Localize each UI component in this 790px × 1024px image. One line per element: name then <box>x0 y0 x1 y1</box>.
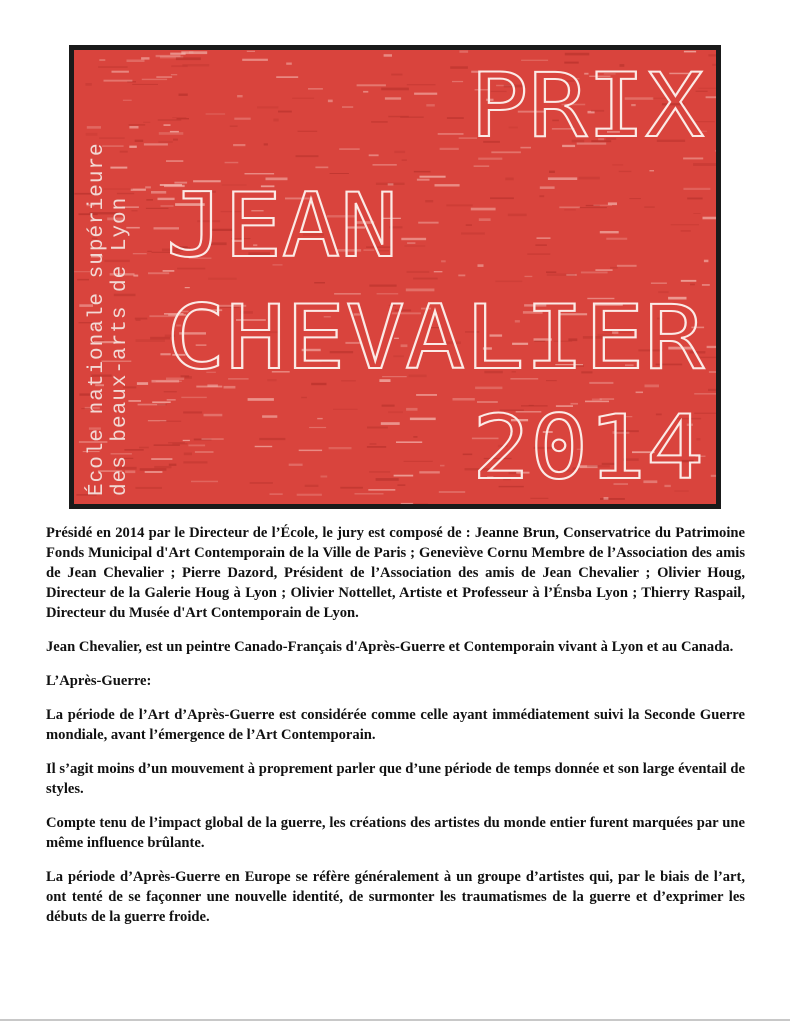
paragraph-period: La période de l’Art d’Après-Guerre est considérée comme celle ayant immédiatement suivi la Seconde Guerre mondiale, avant l’émergence de l’Art Contemporain. <box>46 707 745 743</box>
paragraph-impact: Compte tenu de l’impact global de la guerre, les créations des artistes du monde entier furent marquées par une même influence brûlante. <box>46 815 745 851</box>
article-body <box>46 523 745 941</box>
poster-title <box>74 50 716 504</box>
school-name <box>86 142 132 496</box>
title-jean: JEAN <box>166 174 398 277</box>
paragraph-artist: Jean Chevalier, est un peintre Canado-Français d'Après-Guerre et Contemporain vivant à Lyon et au Canada. <box>46 639 734 655</box>
school-name-line-1: École nationale supérieure <box>86 142 109 496</box>
poster-canvas <box>74 50 716 504</box>
section-heading: L’Après-Guerre: <box>46 673 152 689</box>
page-bottom-edge <box>0 1019 790 1021</box>
poster <box>69 45 721 509</box>
school-name-line-2: des beaux-arts de Lyon <box>109 196 132 496</box>
title-year: 2014 <box>472 396 704 499</box>
title-prix: PRIX <box>470 54 705 157</box>
paragraph-europe: La période d’Après-Guerre en Europe se réfère généralement à un groupe d’artistes qui, par le biais de l’art, ont tenté de se façonner une nouvelle identité, de surmonter les traumatismes de la guerre et d’exprimer les débuts de la guerre froide. <box>46 869 745 925</box>
paragraph-movement: Il s’agit moins d’un mouvement à proprement parler que d’une période de temps donnée et son large éventail de styles. <box>46 761 745 797</box>
paragraph-jury: Présidé en 2014 par le Directeur de l’École, le jury est composé de : Jeanne Brun, Conservatrice du Patrimoine Fonds Municipal d'Art Contemporain de la Ville de Paris ; Geneviève Cornu Membre de l’Association des amis de Jean Chevalier ; Pierre Dazord, Président de l’Association des amis de Jean Chevalier ; Olivier Houg, Directeur de la Galerie Houg à Lyon ; Olivier Nottellet, Artiste et Professeur à l’Énsba Lyon ; Thierry Raspail, Directeur du Musée d'Art Contemporain de Lyon. <box>46 525 745 621</box>
title-chevalier: CHEVALIER <box>166 286 705 389</box>
